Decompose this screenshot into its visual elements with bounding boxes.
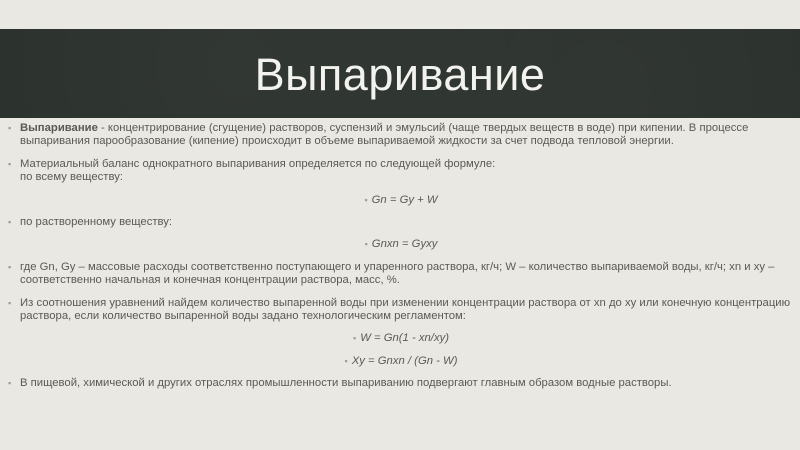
paragraph-definition — [8, 122, 794, 149]
paragraph-material-balance — [8, 158, 794, 185]
formula-final-concentration — [8, 355, 794, 368]
square-bullet-icon: ▪ — [344, 355, 348, 366]
formula-text: Gnxn = Gyxy — [371, 238, 438, 251]
derivation-text: Из соотношения уравнений найдем количество выпаренной воды при изменении концентрации раствора от xn до xy или конечную концентрацию раствора, если количество выпаренной воды задано технологическим регламентом: — [20, 296, 791, 323]
definition-text: - концентрирование (сгущение) растворов, суспензий и эмульсий (чаще твердых веществ в воде) при кипении. В процессе выпаривания парообразование (кипение) происходит в объеме выпариваемой жидкости за счет подвода тепловой энергии. — [20, 122, 749, 148]
formula-text: Gn = Gy + W — [371, 193, 438, 206]
formula-evaporated-water — [8, 332, 794, 345]
paragraph-definitions — [8, 261, 794, 288]
dissolved-substance-text: по растворенному веществу: — [20, 216, 173, 229]
square-bullet-icon: ▪ — [8, 217, 12, 228]
slide-content — [8, 122, 794, 400]
square-bullet-icon: ▪ — [8, 261, 12, 272]
square-bullet-icon: ▪ — [364, 239, 368, 250]
paragraph-dissolved-substance — [8, 216, 794, 229]
formula-solute-balance — [8, 238, 794, 251]
variables-text: где Gn, Gy – массовые расходы соответственно поступающего и упаренного раствора, кг/ч; W – количество выпариваемой воды, кг/ч; xn и xy – соответственно начальная и конечная концентрации раствора, масс, %. — [20, 260, 775, 287]
paragraph-industry — [8, 377, 794, 390]
square-bullet-icon: ▪ — [8, 158, 12, 169]
term-bold: Выпаривание — [20, 122, 98, 134]
square-bullet-icon: ▪ — [364, 194, 368, 205]
paragraph-derivation — [8, 297, 794, 324]
material-balance-text: Материальный баланс однократного выпаривания определяется по следующей формуле: — [20, 157, 496, 170]
formula-text: W = Gn(1 - xn/xy) — [360, 332, 450, 345]
formula-text: Xy = Gnxn / (Gn - W) — [351, 354, 458, 367]
slide-title: Выпаривание — [254, 48, 546, 100]
square-bullet-icon: ▪ — [8, 297, 12, 308]
square-bullet-icon: ▪ — [352, 333, 357, 344]
title-band — [0, 29, 800, 118]
top-strip — [0, 0, 800, 29]
square-bullet-icon: ▪ — [8, 378, 12, 389]
square-bullet-icon: ▪ — [8, 123, 12, 133]
industry-text: В пищевой, химической и других отраслях промышленности выпариванию подвергают главным образом водные растворы. — [20, 377, 672, 390]
whole-substance-text: по всему веществу: — [20, 171, 123, 184]
formula-total-balance — [8, 194, 794, 207]
